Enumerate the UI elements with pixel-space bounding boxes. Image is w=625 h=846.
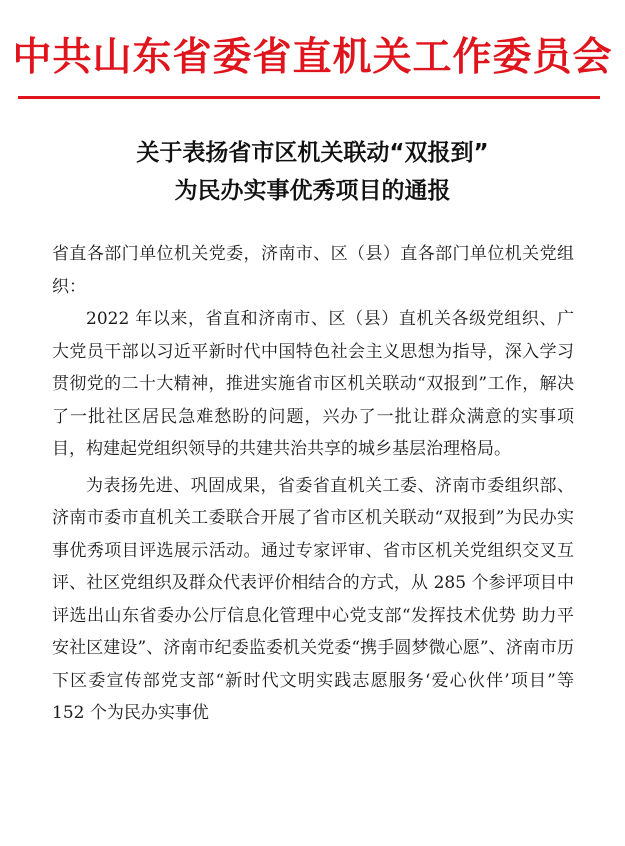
red-divider-line: [18, 96, 600, 99]
document-body: [52, 238, 574, 730]
issuing-organization-header: 中共山东省委省直机关工作委员会: [12, 35, 613, 80]
addressee: 省直各部门单位机关党委，济南市、区（县）直各部门单位机关党组织：: [52, 244, 574, 297]
title-line-1: 关于表扬省市区机关联动“双报到”: [136, 140, 489, 166]
paragraph-1: 2022 年以来，省直和济南市、区（县）直机关各级党组织、广大党员干部以习近平新时代中国特色社会主义思想为指导，深入学习贯彻党的二十大精神，推进实施省市区机关联动“双报到”工作，解决了一批社区居民急难愁盼的问题，兴办了一批让群众满意的实事项目，构建起党组织领导的共建共治共享的城乡基层治理格局。: [52, 309, 574, 459]
document-title: [0, 134, 625, 210]
paragraph-2: 为表扬先进、巩固成果，省委省直机关工委、济南市委组织部、济南市委市直机关工委联合开展了省市区机关联动“双报到”为民办实事优秀项目评选展示活动。通过专家评审、省市区机关党组织交叉互评、社区党组织及群众代表评价相结合的方式，从 285 个参评项目中评选出山东省委办公厅信息化管理中心党支部“发挥技术优势 助力平安社区建设”、济南市纪委监委机关党委“携手圆梦微心愿”、济南市历下区委宣传部党支部“新时代文明实践志愿服务‘爱心伙伴’项目”等 152 个为民办实事优: [52, 475, 574, 723]
title-line-2: 为民办实事优秀项目的通报: [174, 178, 451, 204]
